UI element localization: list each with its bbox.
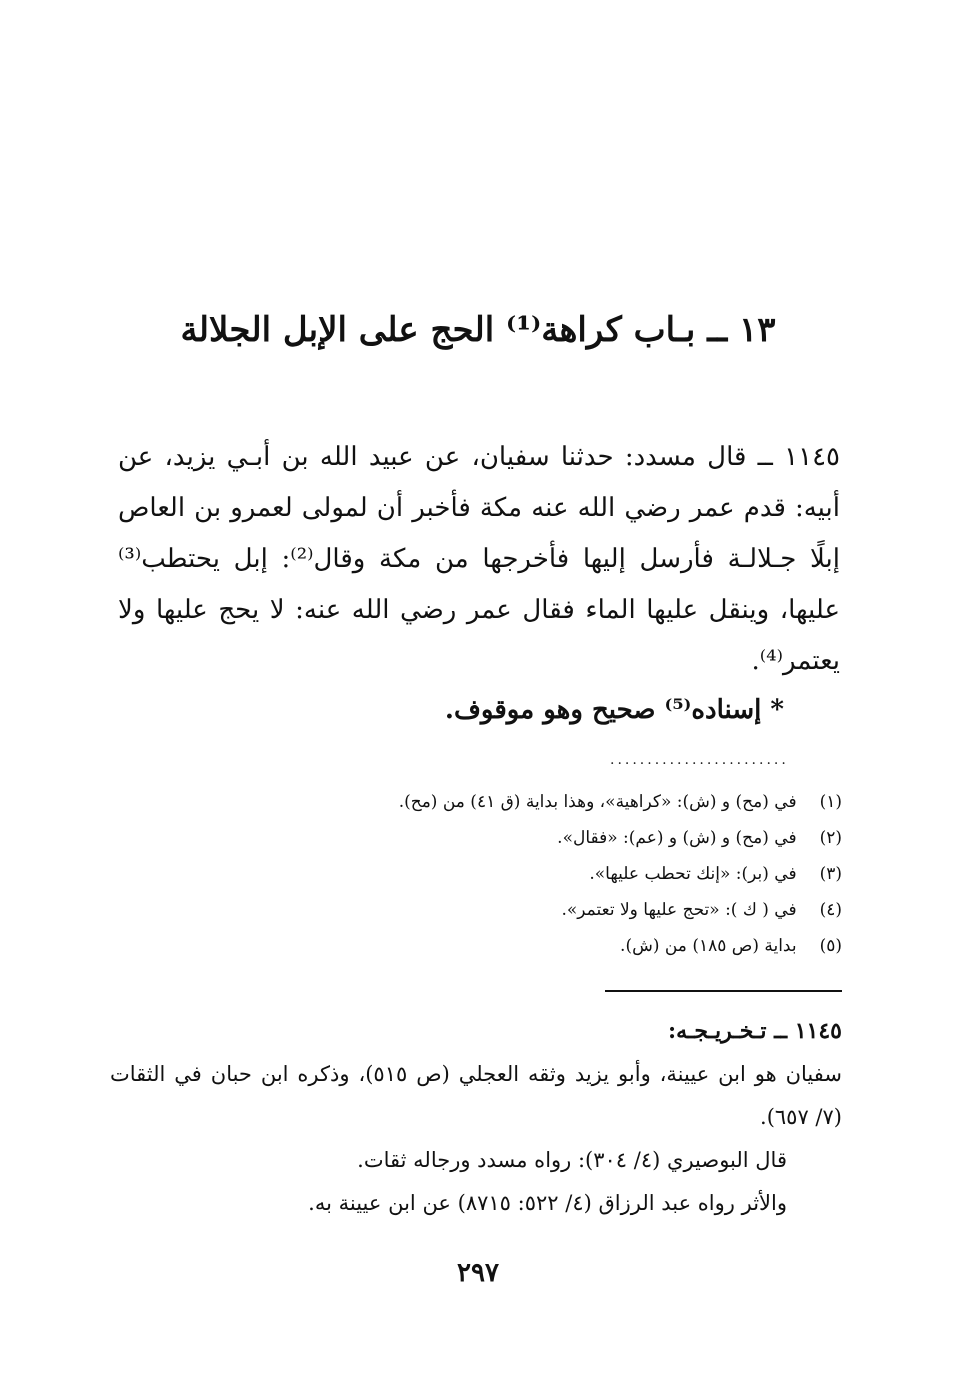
takhrij-paragraph: قال البوصيري (٤/ ٣٠٤): رواه مسدد ورجاله ثقات.: [357, 1148, 787, 1172]
footnote-separator-line: [605, 990, 842, 992]
footnote-number: (٥): [819, 936, 842, 956]
footnote-text: في (مح) و (ش) و (عم): «فقال».: [557, 828, 797, 848]
footnote-number: (٤): [819, 900, 842, 920]
footnote-2: [300, 820, 842, 856]
takhrij-paragraph: والأثر رواه عبد الرزاق (٤/ ٥٢٢: ٨٧١٥) عن ابن عيينة به.: [308, 1191, 787, 1215]
footnote-number: (٣): [819, 864, 842, 884]
footnote-number: (٢): [819, 828, 842, 848]
footnote-text: في (بر): «إنك تحطب عليها».: [589, 864, 797, 884]
footnote-1: [300, 784, 842, 820]
dotted-separator: ........................: [610, 752, 789, 768]
footnote-5: [300, 928, 842, 964]
footnote-text: في ( ك ): «تحج عليها ولا تعتمر».: [561, 900, 797, 920]
footnote-number: (١): [819, 792, 842, 812]
footnote-text: في (مح) و (ش): «كراهية»، وهذا بداية (ق ٤١) من (مح).: [398, 792, 797, 812]
hadith-text: ١١٤٥ ــ قال مسدد: حدثنا سفيان، عن عبيد الله بن أبـي يزيد، عن أبيه: قدم عمر رضي الله عنه مكة فأخبر أن لمولى لعمرو بن العاص إبلًا جـلالـة فأرسل إليها فأخرجها من مكة وقال⁽²⁾: إبل يحتطب⁽³⁾ عليها، وينقل عليها الماء فقال عمر رضي الله عنه: لا يحج عليها ولا يعتمر⁽⁴⁾.: [118, 442, 840, 676]
takhrij-paragraph: سفيان هو ابن عيينة، وأبو يزيد وثقه العجلي (ص ٥١٥)، وذكره ابن حبان في الثقات (٧/ ٦٥٧).: [110, 1062, 842, 1129]
footnote-4: [300, 892, 842, 928]
page-number: ٢٩٧: [457, 1258, 499, 1288]
chapter-title: ١٣ ــ بـاب كراهة⁽¹⁾ الحج على الإبل الجلالة: [180, 310, 776, 350]
isnad-verdict: * إسناده⁽⁵⁾ صحيح وهو موقوف.: [444, 695, 784, 725]
takhrij-section: [110, 1010, 842, 1225]
takhrij-heading: ١١٤٥ ــ تـخـريـجـه:: [668, 1018, 842, 1044]
footnotes: [300, 784, 842, 964]
footnote-3: [300, 856, 842, 892]
footnote-text: بداية (ص ١٨٥) من (ش).: [620, 936, 797, 956]
